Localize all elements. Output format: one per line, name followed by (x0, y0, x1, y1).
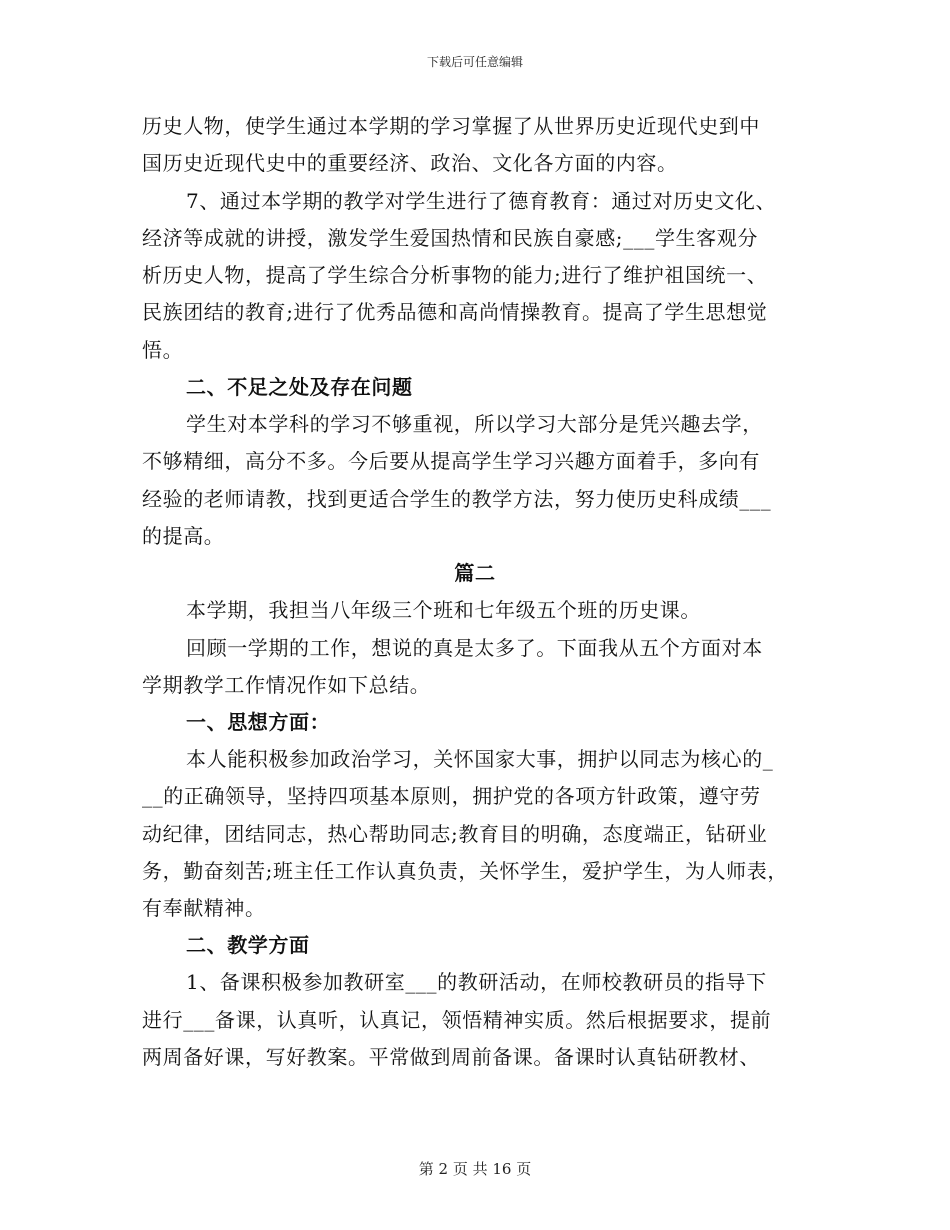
body-line: 有奉献精神。 (142, 896, 266, 920)
section-heading: 二、不足之处及存在问题 (186, 375, 413, 399)
body-line: 学期教学工作情况作如下总结。 (142, 673, 431, 697)
body-line: 经验的老师请教，找到更适合学生的教学方法，努力使历史科成绩___ (142, 487, 772, 511)
body-line: 经济等成就的讲授，激发学生爱国热情和民族自豪感;___学生客观分 (142, 226, 758, 250)
page-header-note: 下载后可任意编辑 (426, 55, 523, 69)
body-line: 历史人物，使学生通过本学期的学习掌握了从世界历史近现代史到中 (142, 114, 760, 138)
body-line: 两周备好课，写好教案。平常做到周前备课。备课时认真钻研教材、 (142, 1045, 760, 1069)
body-line: 的提高。 (142, 524, 225, 548)
section-heading: 一、思想方面： (186, 710, 331, 734)
body-line: 本人能积极参加政治学习，关怀国家大事，拥护以同志为核心的_ (186, 747, 774, 771)
body-line: 悟。 (142, 338, 184, 362)
body-line: 学生对本学科的学习不够重视，所以学习大部分是凭兴趣去学， (186, 412, 763, 436)
body-line: __的正确领导，坚持四项基本原则，拥护党的各项方针政策，遵守劳 (142, 784, 761, 808)
body-line: 7、通过本学期的教学对学生进行了德育教育：通过对历史文化、 (186, 189, 777, 213)
section-heading: 二、教学方面 (186, 933, 310, 957)
body-line: 动纪律，团结同志，热心帮助同志;教育目的明确，态度端正，钻研业 (142, 822, 768, 846)
chapter-title: 篇二 (454, 561, 496, 585)
body-line: 析历史人物，提高了学生综合分析事物的能力;进行了维护祖国统一、 (142, 263, 768, 287)
page-number: 第 2 页 共 16 页 (418, 1160, 532, 1178)
body-line: 民族团结的教育;进行了优秀品德和高尚情操教育。提高了学生思想觉 (142, 300, 768, 324)
body-line: 本学期，我担当八年级三个班和七年级五个班的历史课。 (186, 598, 701, 622)
body-line: 进行___备课，认真听，认真记，领悟精神实质。然后根据要求，提前 (142, 1008, 772, 1032)
body-line: 1、备课积极参加教研室___的教研活动，在师校教研员的指导下 (186, 970, 767, 994)
body-line: 国历史近现代史中的重要经济、政治、文化各方面的内容。 (142, 151, 678, 175)
body-line: 回顾一学期的工作，想说的真是太多了。下面我从五个方面对本 (186, 636, 763, 660)
body-line: 务，勤奋刻苦;班主任工作认真负责，关怀学生，爱护学生，为人师表， (142, 859, 788, 883)
body-line: 不够精细，高分不多。今后要从提高学生学习兴趣方面着手，多向有 (142, 449, 760, 473)
